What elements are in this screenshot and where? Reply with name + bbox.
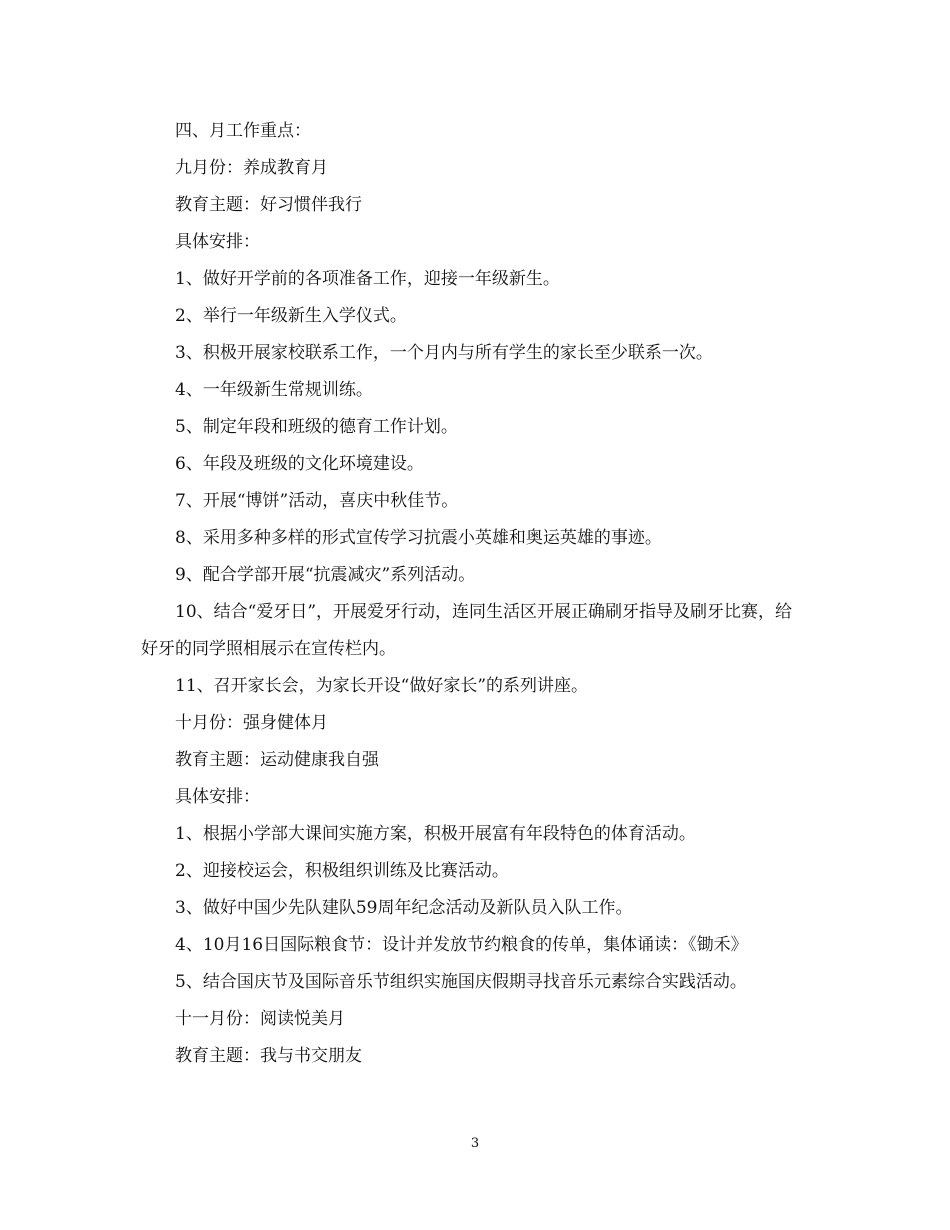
list-item: 11、召开家长会，为家长开设“做好家长”的系列讲座。 xyxy=(175,676,589,696)
month-title: 十月份：强身健体月 xyxy=(175,713,328,733)
list-item: 4、一年级新生常规训练。 xyxy=(175,380,373,400)
list-item: 5、制定年段和班级的德育工作计划。 xyxy=(175,417,458,437)
month-title: 九月份：养成教育月 xyxy=(175,158,328,178)
arrangement-heading: 具体安排： xyxy=(175,232,260,252)
document-body xyxy=(141,113,801,1075)
education-theme: 教育主题：我与书交朋友 xyxy=(175,1046,362,1066)
arrangement-heading: 具体安排： xyxy=(175,787,260,807)
list-item: 3、积极开展家校联系工作，一个月内与所有学生的家长至少联系一次。 xyxy=(175,343,713,363)
education-theme: 教育主题：运动健康我自强 xyxy=(175,750,379,770)
list-item: 2、举行一年级新生入学仪式。 xyxy=(175,306,407,326)
list-item: 9、配合学部开展“抗震减灾”系列活动。 xyxy=(175,565,476,585)
list-item: 6、年段及班级的文化环境建设。 xyxy=(175,454,424,474)
month-title: 十一月份：阅读悦美月 xyxy=(175,1009,345,1029)
education-theme: 教育主题：好习惯伴我行 xyxy=(175,195,362,215)
list-item: 5、结合国庆节及国际音乐节组织实施国庆假期寻找音乐元素综合实践活动。 xyxy=(175,972,747,992)
list-item: 2、迎接校运会，积极组织训练及比赛活动。 xyxy=(175,861,509,881)
list-item: 1、做好开学前的各项准备工作，迎接一年级新生。 xyxy=(175,269,560,289)
list-item: 3、做好中国少先队建队59周年纪念活动及新队员入队工作。 xyxy=(175,898,633,918)
page-number: 3 xyxy=(470,1136,480,1151)
list-item: 7、开展“博饼”活动，喜庆中秋佳节。 xyxy=(175,491,459,511)
list-item: 8、采用多种多样的形式宣传学习抗震小英雄和奥运英雄的事迹。 xyxy=(175,528,662,548)
list-item: 4、10月16日国际粮食节：设计并发放节约粮食的传单，集体诵读：《锄禾》 xyxy=(175,935,748,955)
list-item: 1、根据小学部大课间实施方案，积极开展富有年段特色的体育活动。 xyxy=(175,824,696,844)
list-item: 10、结合“爱牙日”，开展爱牙行动，连同生活区开展正确刷牙指导及刷牙比赛，给好牙的同学照相展示在宣传栏内。 xyxy=(141,602,793,659)
section-heading: 四、月工作重点： xyxy=(175,121,311,141)
